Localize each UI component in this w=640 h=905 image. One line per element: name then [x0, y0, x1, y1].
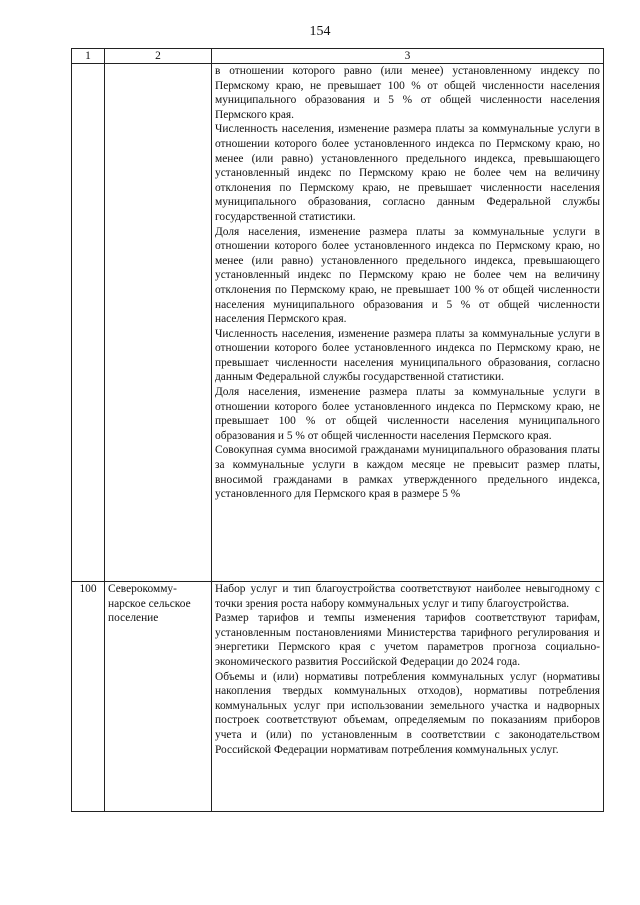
row-number-cell: 100: [72, 582, 105, 812]
conditions-cell: [212, 582, 604, 812]
column-header-3: 3: [212, 49, 604, 64]
conditions-paragraph: Численность населения, изменение размера платы за коммунальные услуги в отношении которого более установленного индекса по Пермскому краю, не превышает численности населения муниципального образования, согласно данным Федеральной службы государственной статистики.: [215, 327, 600, 384]
document-table: [71, 48, 604, 812]
municipality-name-cell: Северокомму-нарское сельское поселение: [105, 582, 212, 812]
table-header-row: [72, 49, 604, 64]
conditions-paragraph: Набор услуг и тип благоустройства соответствуют наиболее невыгодному с точки зрения роста набору коммунальных услуг и типу благоустройства.: [215, 583, 600, 610]
conditions-paragraph: Доля населения, изменение размера платы за коммунальные услуги в отношении которого более установленного индекса по Пермскому краю, но менее (или равно) установленного предельного индекса, превышающего установленный индекс по Пермскому краю не более чем на величину отклонения по Пермскому краю, не превышает 100 % от общей численности населения муниципального образования и 5 % от общей численности населения Пермского края.: [215, 225, 600, 326]
conditions-paragraph: Совокупная сумма вносимой гражданами муниципального образования платы за коммунальные услуги в каждом месяце не превысит размер платы, вносимой гражданами в рамках утвержденного предельного индекса, установленного для Пермского края в размере 5 %: [215, 444, 600, 501]
conditions-paragraph: в отношении которого равно (или менее) установленному индексу по Пермскому краю, не превышает 100 % от общей численности населения муниципального образования и 5 % от общей численности населения Пермского края.: [215, 65, 600, 121]
conditions-paragraph: Доля населения, изменение размера платы за коммунальные услуги в отношении которого более установленного индекса по Пермскому краю, не превышает 100 % от общей численности населения муниципального образования и 5 % от общей численности населения Пермского края.: [215, 386, 600, 442]
municipality-name-cell: [105, 64, 212, 582]
conditions-paragraph: Объемы и (или) нормативы потребления коммунальных услуг (нормативы накопления твердых коммунальных отходов), нормативы потребления коммунальных услуг при использовании земельного участка и надворных построек соответствуют объемам, определяемым по показаниям приборов учета и (или) по установленным в соответствии с законодательством Российской Федерации нормативам потребления коммунальных услуг.: [215, 670, 600, 756]
conditions-cell: [212, 64, 604, 582]
table-row: [72, 582, 604, 812]
table-row: [72, 64, 604, 582]
row-number-cell: [72, 64, 105, 582]
conditions-paragraph: Размер тарифов и темпы изменения тарифов соответствуют тарифам, установленным постановлениями Министерства тарифного регулирования и энергетики Пермского края с учетом параметров прогноза социально-экономического развития Российской Федерации до 2024 года.: [215, 612, 600, 668]
conditions-paragraph: Численность населения, изменение размера платы за коммунальные услуги в отношении которого более установленного индекса по Пермскому краю, но менее (или равно) установленного предельного индекса, превышающего установленный индекс по Пермскому краю не более чем на величину отклонения по Пермскому краю, не превышает численности населения муниципального образования, согласно данным Федеральной службы государственной статистики.: [215, 123, 600, 223]
column-header-1: 1: [72, 49, 105, 64]
page-number: 154: [309, 24, 331, 39]
column-header-2: 2: [105, 49, 212, 64]
